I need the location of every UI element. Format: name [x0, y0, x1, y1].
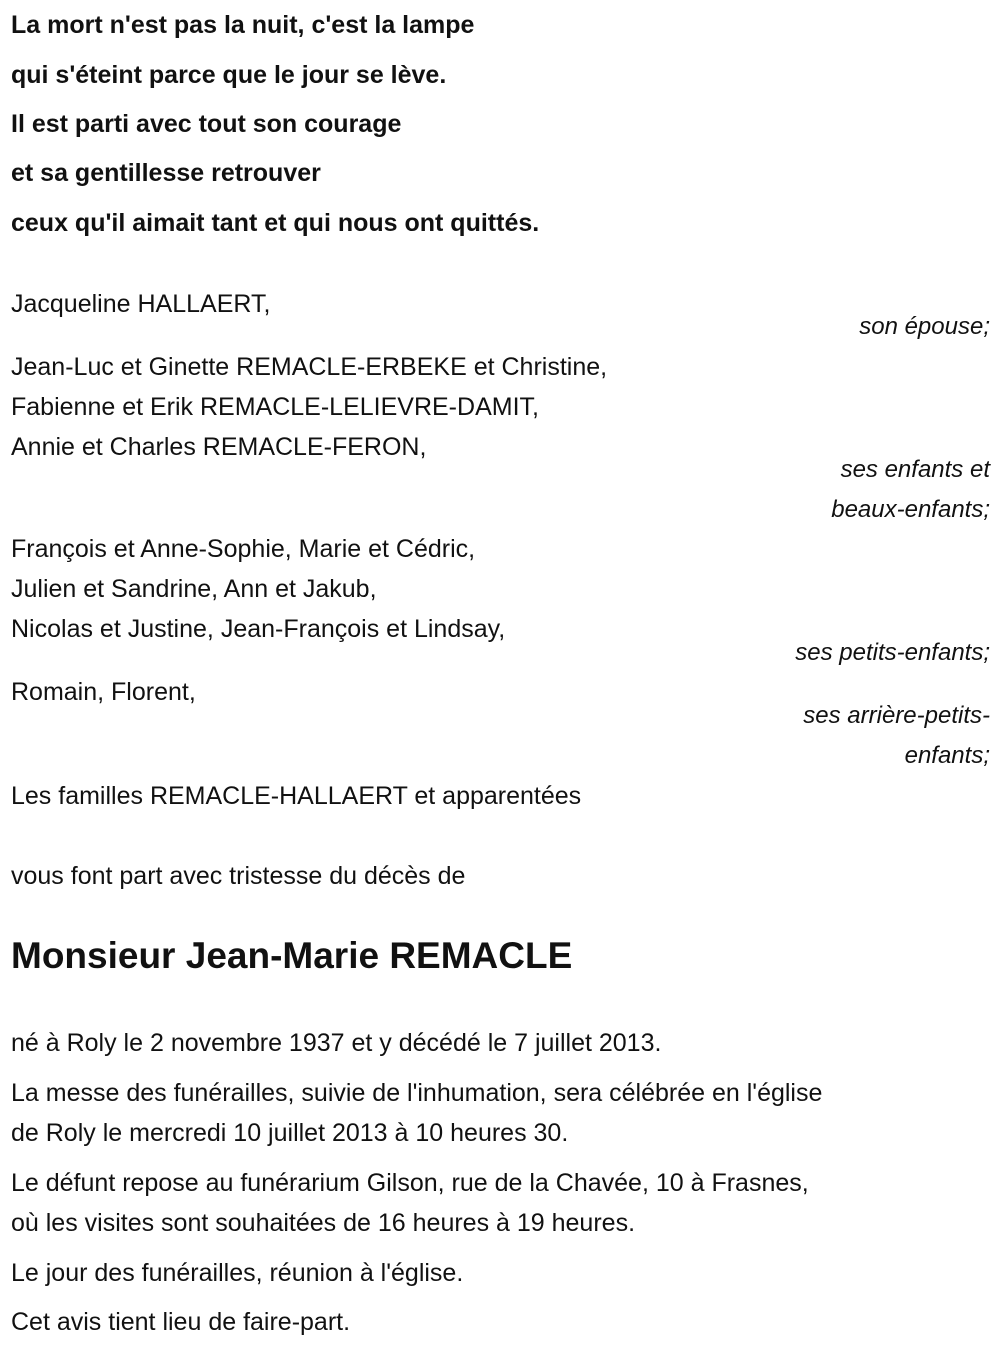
families-line: Les familles REMACLE-HALLAERT et apparentées: [11, 782, 582, 810]
detail-line: Le jour des funérailles, réunion à l'église.: [11, 1259, 464, 1287]
poem-line: qui s'éteint parce que le jour se lève.: [11, 61, 447, 89]
grandchild-line: Julien et Sandrine, Ann et Jakub,: [11, 575, 377, 603]
detail-line: Cet avis tient lieu de faire-part.: [11, 1308, 351, 1336]
great-grandchildren-role: ses arrière-petits-: [803, 702, 990, 729]
detail-line: de Roly le mercredi 10 juillet 2013 à 10 heures 30.: [11, 1119, 569, 1147]
grandchildren-role: ses petits-enfants;: [795, 639, 990, 666]
child-line: Annie et Charles REMACLE-FERON,: [11, 433, 427, 461]
detail-line: né à Roly le 2 novembre 1937 et y décédé le 7 juillet 2013.: [11, 1029, 662, 1057]
poem-line: Il est parti avec tout son courage: [11, 110, 402, 138]
grandchild-line: François et Anne-Sophie, Marie et Cédric,: [11, 535, 476, 563]
poem-line: La mort n'est pas la nuit, c'est la lampe: [11, 11, 475, 39]
grandchild-line: Nicolas et Justine, Jean-François et Lindsay,: [11, 615, 506, 643]
child-line: Jean-Luc et Ginette REMACLE-ERBEKE et Christine,: [11, 353, 608, 381]
detail-line: La messe des funérailles, suivie de l'inhumation, sera célébrée en l'église: [11, 1079, 823, 1107]
announcement: vous font part avec tristesse du décès de: [11, 862, 466, 890]
child-line: Fabienne et Erik REMACLE-LELIEVRE-DAMIT,: [11, 393, 539, 421]
children-role: ses enfants et: [840, 456, 990, 483]
great-grandchildren-role: enfants;: [904, 742, 990, 769]
spouse-role: son épouse;: [859, 313, 990, 340]
detail-line: où les visites sont souhaitées de 16 heures à 19 heures.: [11, 1209, 636, 1237]
deceased-name: Monsieur Jean-Marie REMACLE: [11, 935, 573, 976]
poem-line: et sa gentillesse retrouver: [11, 159, 321, 187]
spouse-name: Jacqueline HALLAERT,: [11, 290, 271, 318]
great-grandchildren: Romain, Florent,: [11, 678, 196, 706]
detail-line: Le défunt repose au funérarium Gilson, rue de la Chavée, 10 à Frasnes,: [11, 1169, 809, 1197]
poem-line: ceux qu'il aimait tant et qui nous ont quittés.: [11, 209, 540, 237]
children-role: beaux-enfants;: [831, 496, 990, 523]
